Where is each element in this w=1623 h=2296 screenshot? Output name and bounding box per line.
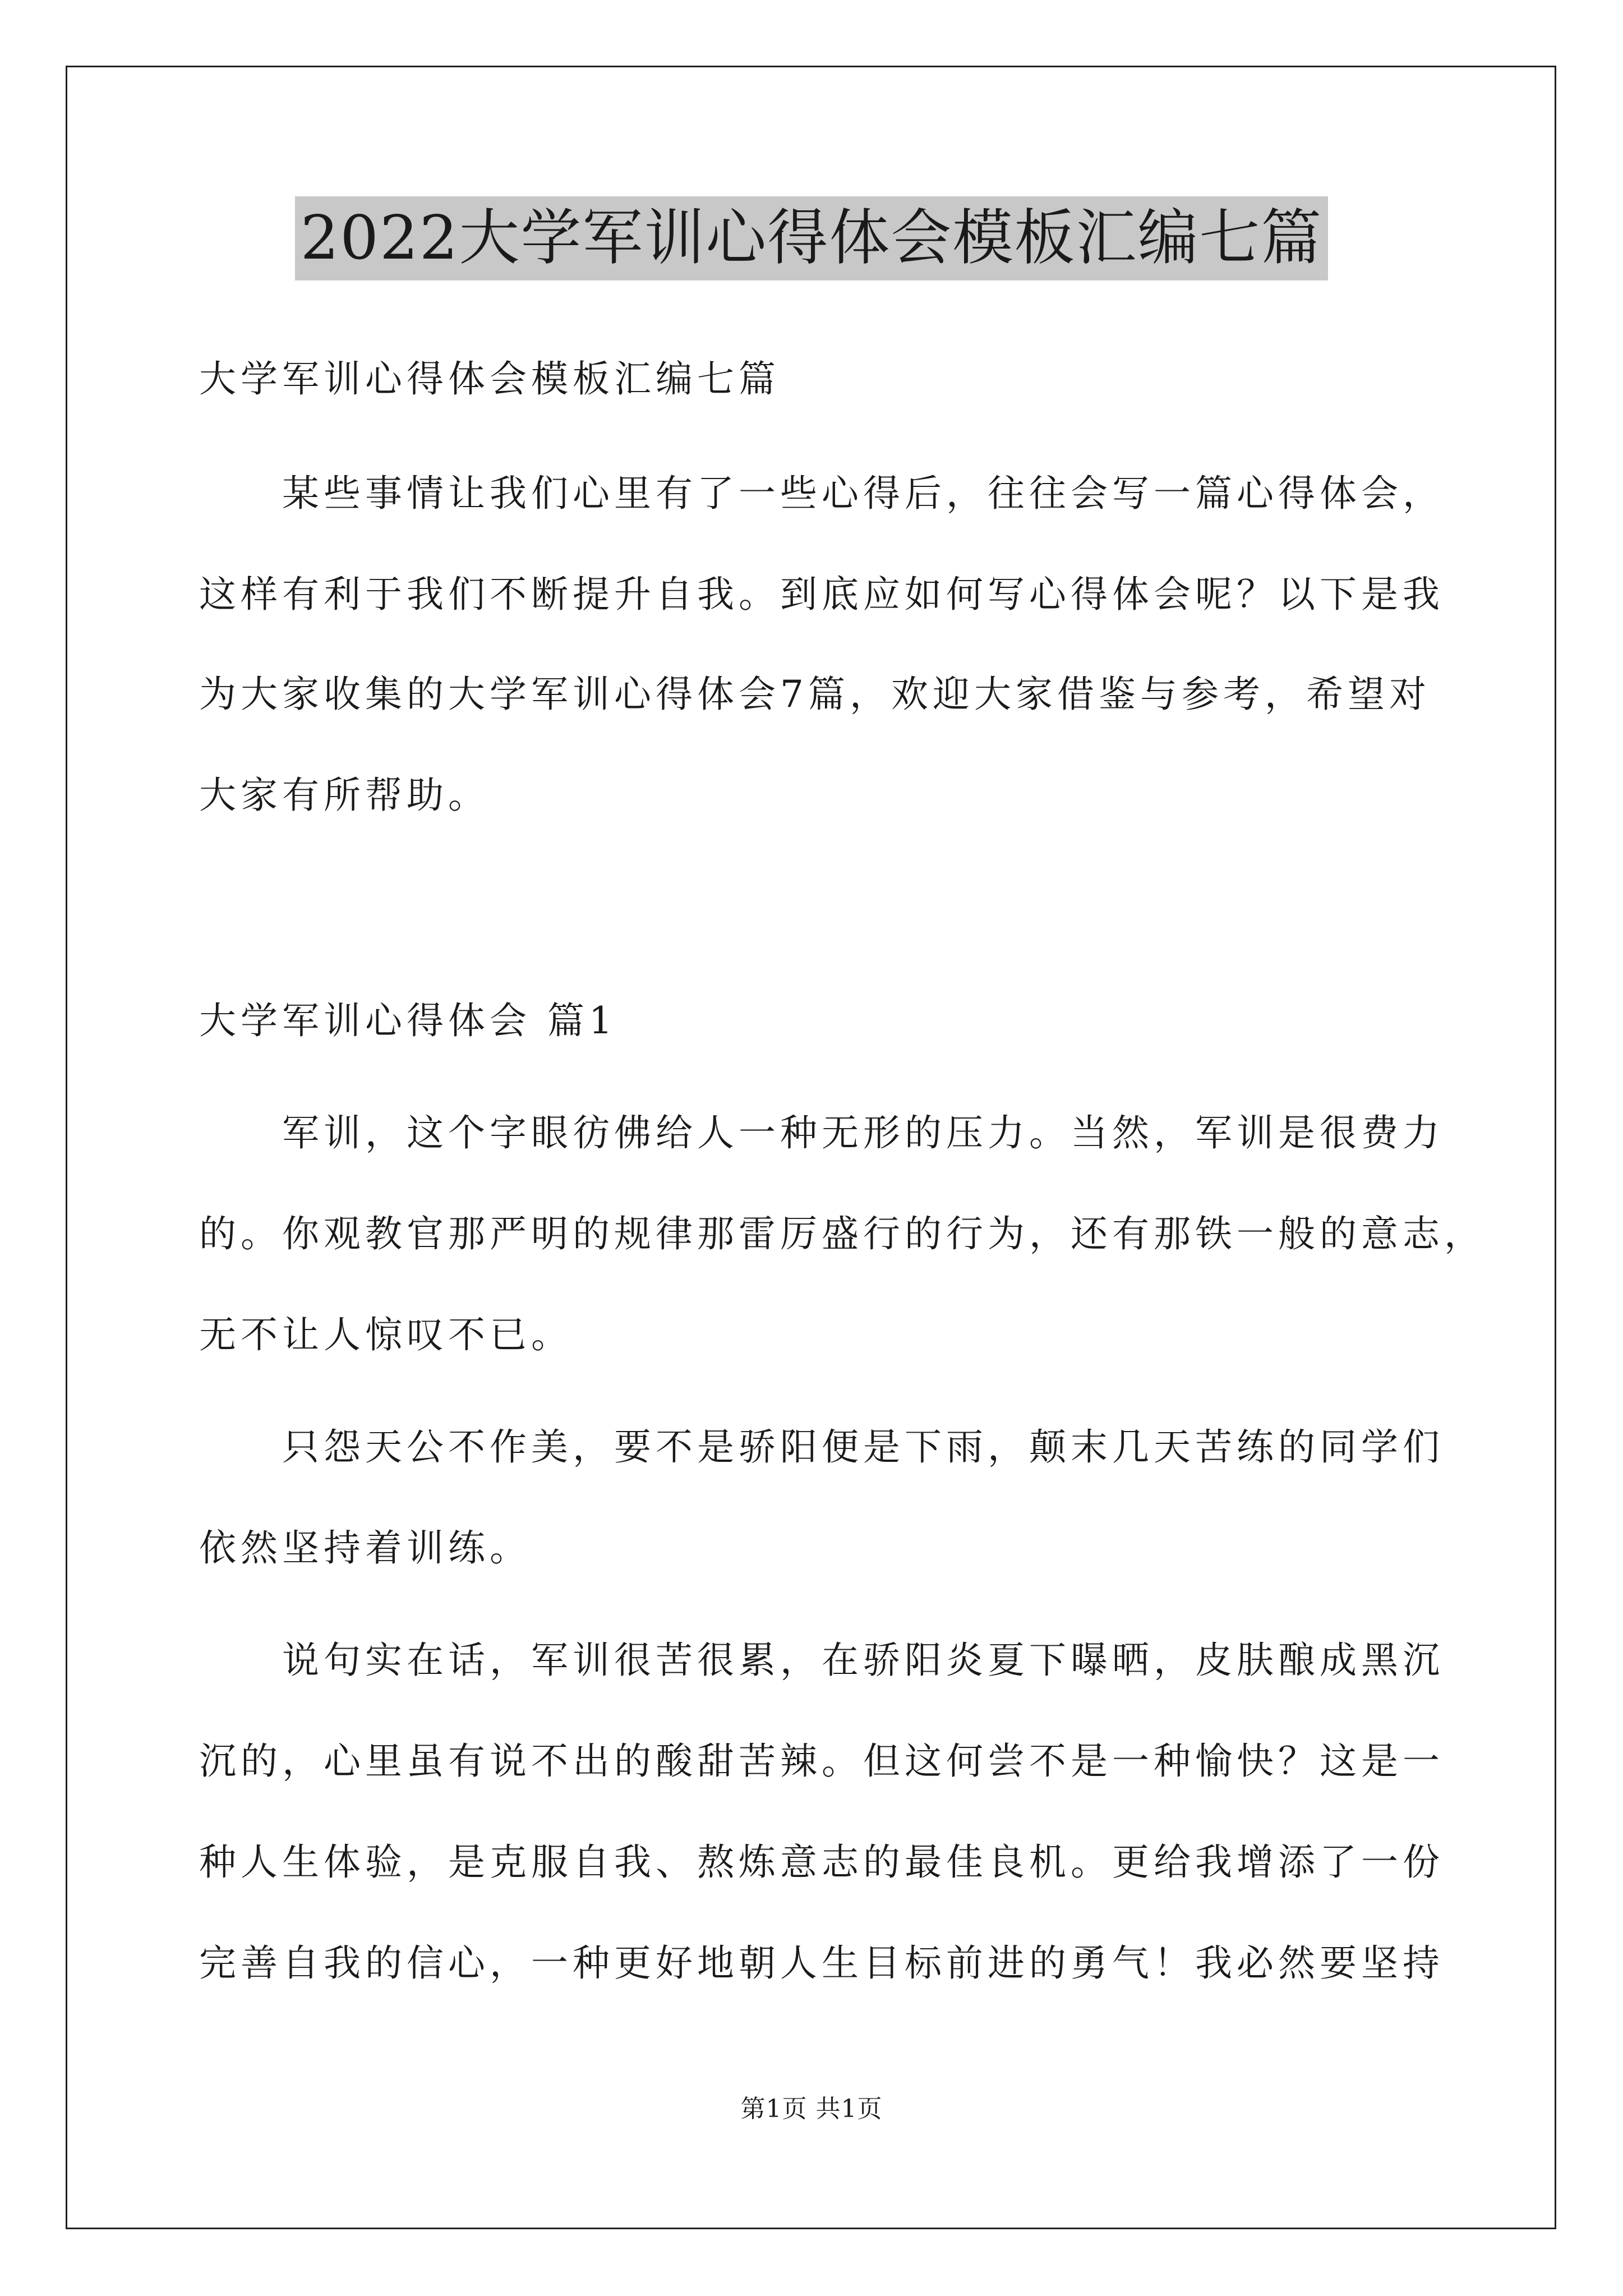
paragraph-line: 依然坚持着训练。	[199, 1526, 531, 1570]
paragraph-line: 完善自我的信心，一种更好地朝人生目标前进的勇气！我必然要坚持	[199, 1941, 1444, 1985]
paragraph-line: 说句实在话，军训很苦很累，在骄阳炎夏下曝晒，皮肤酿成黑沉	[282, 1639, 1444, 1682]
paragraph-line: 军训，这个字眼彷佛给人一种无形的压力。当然，军训是很费力	[282, 1111, 1444, 1154]
paragraph-line: 沉的，心里虽有说不出的酸甜苦辣。但这何尝不是一种愉快？这是一	[199, 1740, 1444, 1783]
paragraph-line: 种人生体验，是克服自我、熬炼意志的最佳良机。更给我增添了一份	[199, 1841, 1444, 1884]
subtitle-line: 大学军训心得体会模板汇编七篇	[199, 357, 780, 401]
document-title: 2022大学军训心得体会模板汇编七篇	[295, 196, 1329, 280]
paragraph-line: 某些事情让我们心里有了一些心得后，往往会写一篇心得体会，	[282, 472, 1444, 515]
page-footer: 第1页 共1页	[740, 2095, 883, 2123]
paragraph-line: 无不让人惊叹不已。	[199, 1313, 573, 1356]
paragraph-line: 这样有利于我们不断提升自我。到底应如何写心得体会呢？以下是我	[199, 573, 1444, 616]
section-heading: 大学军训心得体会 篇1	[199, 999, 617, 1042]
paragraph-line: 大家有所帮助。	[199, 774, 490, 817]
paragraph-line: 为大家收集的大学军训心得体会7篇，欢迎大家借鉴与参考，希望对	[199, 673, 1431, 716]
paragraph-line: 的。你观教官那严明的规律那雷厉盛行的行为，还有那铁一般的意志，	[199, 1212, 1486, 1255]
paragraph-line: 只怨天公不作美，要不是骄阳便是下雨，颠末几天苦练的同学们	[282, 1425, 1444, 1469]
title-container	[0, 196, 1623, 280]
